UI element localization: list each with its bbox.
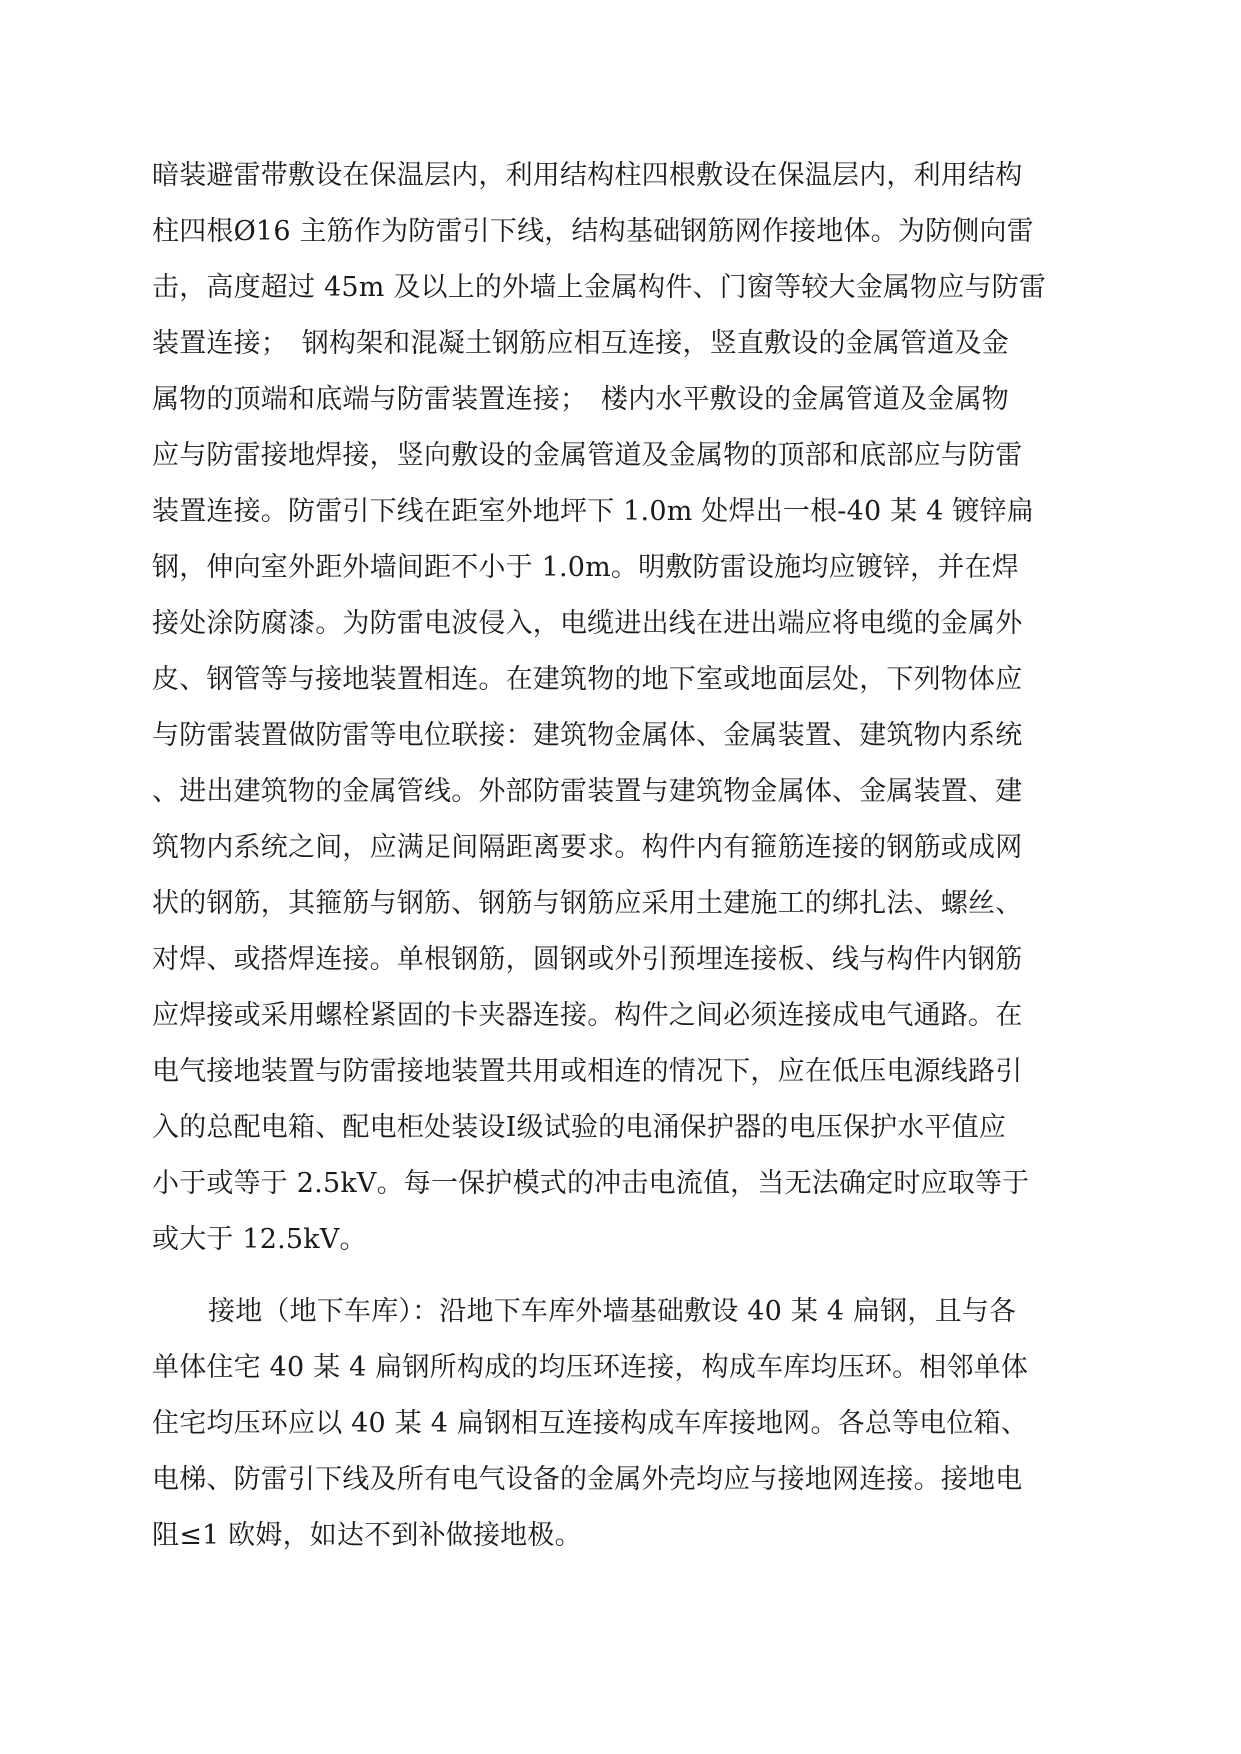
- text-line: 单体住宅 40 某 4 扁钢所构成的均压环连接，构成车库均压环。相邻单体: [152, 1352, 1029, 1383]
- text-line: 筑物内系统之间，应满足间隔距离要求。构件内有箍筋连接的钢筋或成网: [152, 832, 1023, 863]
- text-line: 状的钢筋，其箍筋与钢筋、钢筋与钢筋应采用土建施工的绑扎法、螺丝、: [152, 888, 1023, 919]
- text-line: 接地（地下车库）：沿地下车库外墙基础敷设 40 某 4 扁钢，且与各: [208, 1296, 1017, 1327]
- text-line: 装置连接。防雷引下线在距室外地坪下 1.0m 处焊出一根-40 某 4 镀锌扁: [152, 496, 1034, 527]
- text-line: 装置连接； 钢构架和混凝土钢筋应相互连接，竖直敷设的金属管道及金: [152, 328, 1009, 359]
- text-line: 入的总配电箱、配电柜处装设Ⅰ级试验的电涌保护器的电压保护水平值应: [152, 1112, 1007, 1143]
- text-line: 应焊接或采用螺栓紧固的卡夹器连接。构件之间必须连接成电气通路。在: [152, 1000, 1023, 1031]
- text-line: 阻≤1 欧姆，如达不到补做接地极。: [152, 1520, 582, 1551]
- text-line: 属物的顶端和底端与防雷装置连接； 楼内水平敷设的金属管道及金属物: [152, 384, 1009, 415]
- text-line: 对焊、或搭焊连接。单根钢筋，圆钢或外引预埋连接板、线与构件内钢筋: [152, 944, 1023, 975]
- text-line: 电梯、防雷引下线及所有电气设备的金属外壳均应与接地网连接。接地电: [152, 1464, 1023, 1495]
- text-line: 暗装避雷带敷设在保温层内，利用结构柱四根敷设在保温层内，利用结构: [152, 160, 1023, 191]
- paragraph-grounding-garage: [152, 1284, 1092, 1564]
- document-body: [152, 148, 1092, 1564]
- text-line: 、进出建筑物的金属管线。外部防雷装置与建筑物金属体、金属装置、建: [152, 776, 1023, 807]
- paragraph-lightning-protection: [152, 148, 1092, 1268]
- text-line: 应与防雷接地焊接，竖向敷设的金属管道及金属物的顶部和底部应与防雷: [152, 440, 1023, 471]
- paragraph-gap: [152, 1268, 1092, 1284]
- text-line: 住宅均压环应以 40 某 4 扁钢相互连接构成车库接地网。各总等电位箱、: [152, 1408, 1029, 1439]
- text-line: 小于或等于 2.5kV。每一保护模式的冲击电流值，当无法确定时应取等于: [152, 1168, 1030, 1199]
- text-line: 或大于 12.5kV。: [152, 1224, 367, 1255]
- text-line: 钢，伸向室外距外墙间距不小于 1.0m。明敷防雷设施均应镀锌，并在焊: [152, 552, 1019, 583]
- text-line: 接处涂防腐漆。为防雷电波侵入，电缆进出线在进出端应将电缆的金属外: [152, 608, 1023, 639]
- text-line: 击，高度超过 45m 及以上的外墙上金属构件、门窗等较大金属物应与防雷: [152, 272, 1047, 303]
- text-line: 皮、钢管等与接地装置相连。在建筑物的地下室或地面层处，下列物体应: [152, 664, 1023, 695]
- text-line: 与防雷装置做防雷等电位联接：建筑物金属体、金属装置、建筑物内系统: [152, 720, 1023, 751]
- text-line: 电气接地装置与防雷接地装置共用或相连的情况下，应在低压电源线路引: [152, 1056, 1023, 1087]
- text-line: 柱四根Ø16 主筋作为防雷引下线，结构基础钢筋网作接地体。为防侧向雷: [152, 216, 1034, 247]
